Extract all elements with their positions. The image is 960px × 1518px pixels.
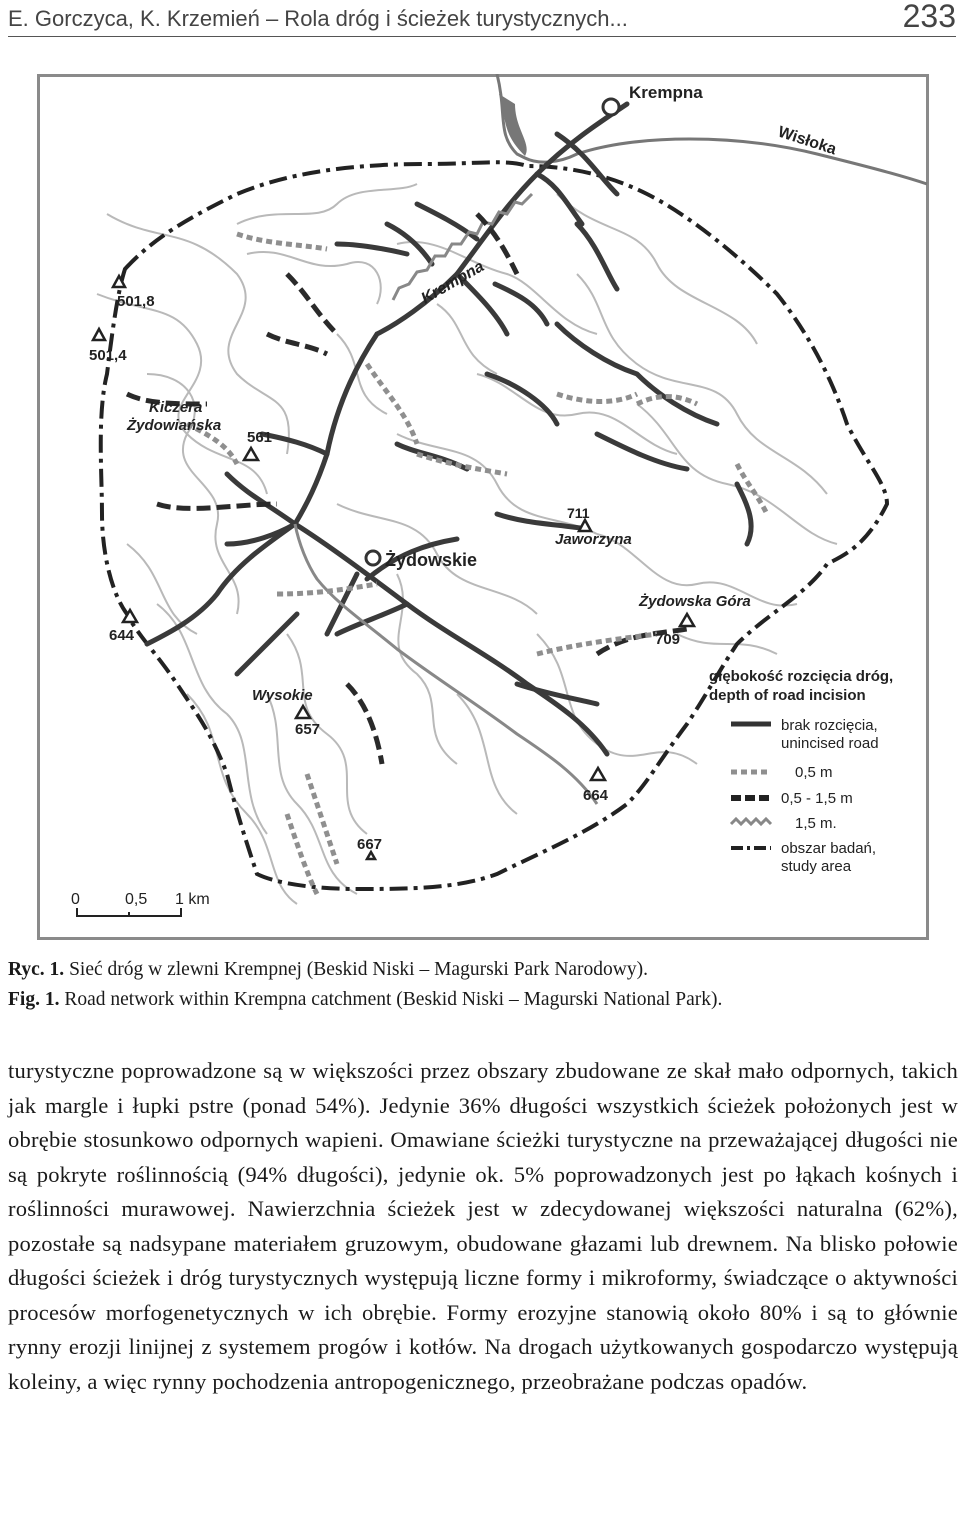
legend-area-en: study area [781, 858, 852, 875]
label-wisloka: Wisłoka [775, 123, 839, 159]
caption-label-pl: Ryc. 1. [8, 959, 65, 980]
label-kiczera: Kiczera [149, 399, 203, 416]
scale-half: 0,5 [125, 891, 148, 908]
map-svg [37, 74, 929, 940]
scale-one: 1 km [175, 891, 210, 908]
scale-zero: 0 [71, 891, 80, 908]
legend-title-pl: głębokość rozcięcia dróg, [709, 668, 894, 685]
page-number: 233 [902, 0, 956, 34]
peak-644: 644 [109, 627, 135, 644]
peak-657: 657 [295, 721, 321, 738]
legend-shallow: 0,5 m [795, 764, 833, 781]
caption-text-pl: Sieć dróg w zlewni Krempnej (Beskid Niski – Magurski Park Narodowy). [69, 959, 648, 980]
caption-pl [8, 955, 722, 985]
page-header [8, 0, 956, 37]
town-marker-zydowskie [366, 551, 380, 565]
peak-561: 561 [247, 429, 273, 446]
peak-664: 664 [583, 787, 609, 804]
legend-unincised-pl: brak rozcięcia, [781, 717, 878, 734]
legend-unincised-en: unincised road [781, 735, 879, 752]
label-zydowskie: Żydowskie [385, 550, 478, 570]
figure-caption [8, 955, 722, 1015]
label-jaworzyna: Jaworzyna [555, 531, 632, 548]
label-krempna-stream: Krempna [418, 258, 488, 308]
peak-5014: 501,4 [89, 347, 127, 364]
running-title: E. Gorczyca, K. Krzemień – Rola dróg i ścieżek turystycznych... [8, 6, 628, 31]
peak-709: 709 [655, 631, 681, 648]
label-zydowska-gora: Żydowska Góra [639, 593, 751, 610]
paragraph-text: turystyczne poprowadzone są w większości przez obszary zbudowane ze skał mało odpornych, takich jak margle i łupki pstre (ponad 54%). Jedynie 36% długości wszystkich ścieżek położonych jest w obrębie stosunkowo odpornych wapieni. Omawiane ścieżki turystyczne na przeważającej długości nie są pokryte roślinnością (94% długości), jedynie ok. 5% poprowadzonych jest po łąkach kośnych i roślinności murawowej. Nawierzchnia ścieżek jest w zdecydowanej większości naturalna (62%), pozostałe są nadsypane materiałem gruzowym, obudowane głazami lub drewnem. Na blisko połowie długości ścieżek i dróg turystycznych występują liczne formy i mikroformy, świadczące o aktywności procesów morfogenetycznych w ich obrębie. Formy erozyjne stanowią około 80% i są to głównie rynny erozji linijnej z systemem progów i kotłów. Na drogach użytkowanych gospodarczo występują koleiny, a więc rynny pochodzenia antropogenicznego, przeobrażane podczas opadów. [8, 1058, 958, 1394]
caption-text-en: Road network within Krempna catchment (Beskid Niski – Magurski National Park). [64, 989, 723, 1010]
legend-medium: 0,5 - 1,5 m [781, 790, 853, 807]
legend-title-en: depth of road incision [709, 687, 866, 704]
map-figure [37, 74, 929, 940]
peak-667: 667 [357, 836, 383, 853]
map-frame [39, 76, 928, 939]
label-zydowianska: Żydowiańska [127, 417, 222, 434]
town-marker-krempna [603, 99, 619, 115]
peak-711: 711 [567, 505, 590, 521]
label-wysokie: Wysokie [252, 687, 313, 704]
peak-5018: 501,8 [117, 293, 155, 310]
body-paragraph [8, 1054, 958, 1399]
legend-deep: 1,5 m. [795, 815, 837, 832]
legend-area-pl: obszar badań, [781, 840, 877, 857]
label-krempna-town: Krempna [629, 83, 703, 102]
caption-label-en: Fig. 1. [8, 989, 60, 1010]
caption-en [8, 985, 722, 1015]
